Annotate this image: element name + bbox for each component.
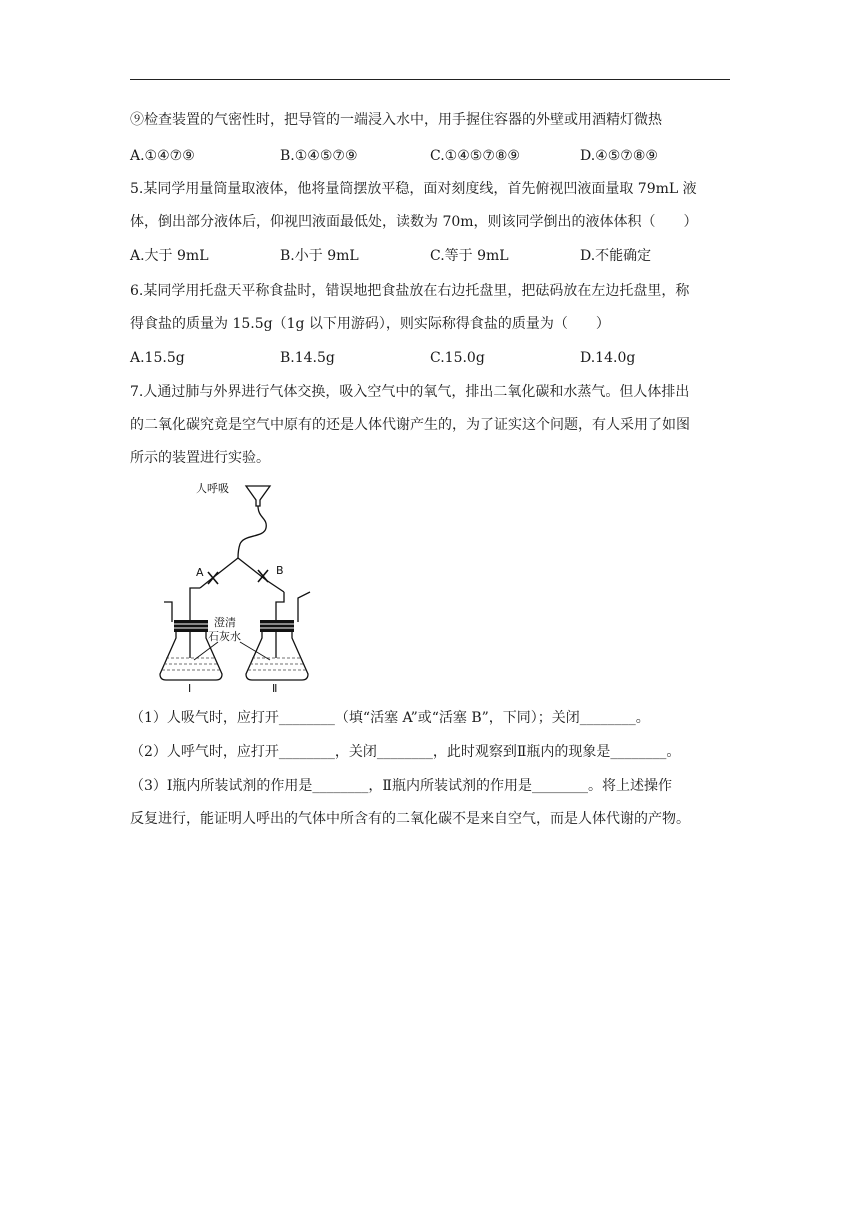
q4-option-a: A.①④⑦⑨	[130, 148, 195, 164]
q7-stem-line1: 7.人通过肺与外界进行气体交换，吸入空气中的氧气，排出二氧化碳和水蒸气。但人体排出	[130, 384, 690, 400]
funnel-shape	[246, 486, 270, 506]
q5-option-a: A.大于 9mL	[130, 248, 209, 264]
q6-stem-line2: 得食盐的质量为 15.5g（1g 以下用游码），则实际称得食盐的质量为（ ）	[130, 316, 610, 332]
q7-sub3-line1: （3）Ⅰ瓶内所装试剂的作用是________，Ⅱ瓶内所装试剂的作用是________。将上述操作	[130, 778, 672, 794]
q4-option-b: B.①④⑤⑦⑨	[280, 148, 358, 164]
reagent-label-line1: 澄清	[214, 616, 236, 629]
flask-1-stopper	[174, 620, 208, 632]
q5-stem-line2: 体，倒出部分液体后，仰视凹液面最低处，读数为 70m，则该同学倒出的液体体积（ ）	[130, 214, 698, 230]
q6-stem-line1: 6.某同学用托盘天平称食盐时，错误地把食盐放在右边托盘里，把砝码放在左边托盘里，称	[130, 283, 690, 299]
breath-label: 人呼吸	[196, 482, 229, 495]
q7-sub2: （2）人呼气时，应打开________，关闭________，此时观察到Ⅱ瓶内的现象是________。	[130, 744, 681, 760]
flask-1-label: Ⅰ	[188, 682, 192, 692]
flask-2-label: Ⅱ	[272, 682, 278, 692]
breathing-apparatus-figure	[158, 480, 358, 692]
flask-2-stopper	[260, 620, 294, 632]
q5-stem-line1: 5.某同学用量筒量取液体，他将量筒摆放平稳，面对刻度线，首先俯视凹液面量取 79mL 液	[130, 181, 697, 197]
q6-option-c: C.15.0g	[430, 350, 485, 366]
flask-2-body	[246, 630, 308, 680]
q7-stem-line3: 所示的装置进行实验。	[130, 450, 270, 466]
q6-option-a: A.15.5g	[130, 350, 185, 366]
q4-option-c: C.①④⑤⑦⑧⑨	[430, 148, 520, 164]
valve-a-label: A	[196, 566, 204, 579]
q5-option-b: B.小于 9mL	[280, 248, 359, 264]
q4-option-d: D.④⑤⑦⑧⑨	[580, 148, 658, 164]
flask1-outlet-tube	[164, 602, 172, 622]
q6-option-b: B.14.5g	[280, 350, 335, 366]
flask2-outlet-tube	[298, 592, 310, 622]
s-tube	[238, 506, 266, 558]
q4-item-9: ⑨检查装置的气密性时，把导管的一端浸入水中，用手握住容器的外壁或用酒精灯微热	[130, 112, 662, 128]
reagent-label-line2: 石灰水	[208, 630, 241, 643]
q7-sub3-line2: 反复进行，能证明人呼出的气体中所含有的二氧化碳不是来自空气，而是人体代谢的产物。	[130, 811, 690, 827]
valve-b-label: B	[276, 564, 284, 577]
q5-option-c: C.等于 9mL	[430, 248, 509, 264]
left-branch-tube	[200, 558, 238, 588]
header-rule	[130, 79, 730, 80]
q6-option-d: D.14.0g	[580, 350, 636, 366]
q7-stem-line2: 的二氧化碳究竟是空气中原有的还是人体代谢产生的，为了证实这个问题，有人采用了如图	[130, 417, 690, 433]
q5-option-d: D.不能确定	[580, 248, 652, 264]
q7-sub1: （1）人吸气时，应打开________（填“活塞 A”或“活塞 B”，下同）；关闭________。	[130, 710, 650, 726]
